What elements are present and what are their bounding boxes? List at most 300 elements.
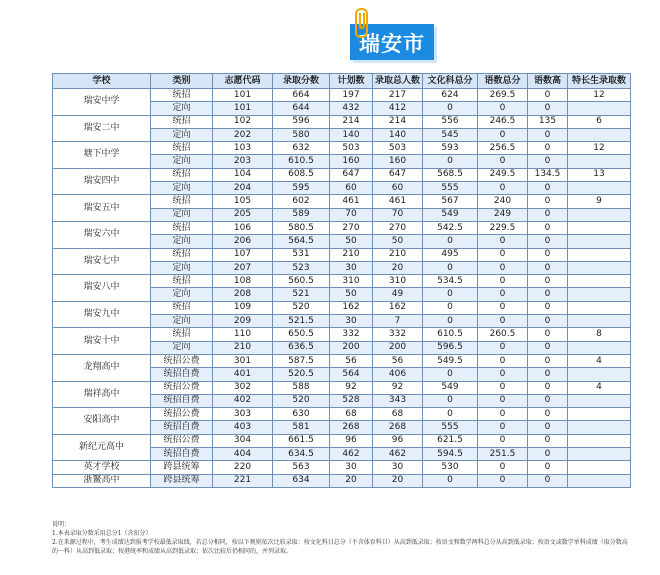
table-row xyxy=(53,434,631,447)
value-cell: 270 xyxy=(373,221,423,234)
value-cell: 0 xyxy=(423,301,478,314)
value-cell: 0 xyxy=(528,128,568,141)
value-cell: 92 xyxy=(373,381,423,394)
category-cell: 统招自费 xyxy=(151,448,213,461)
value-cell: 214 xyxy=(373,115,423,128)
value-cell: 0 xyxy=(478,341,528,354)
value-cell: 650.5 xyxy=(273,328,330,341)
value-cell: 70 xyxy=(373,208,423,221)
column-header: 语数高 xyxy=(528,74,568,89)
value-cell: 0 xyxy=(528,248,568,261)
value-cell: 503 xyxy=(330,142,373,155)
value-cell: 0 xyxy=(478,155,528,168)
value-cell: 209 xyxy=(213,315,273,328)
value-cell: 249.5 xyxy=(478,168,528,181)
value-cell: 534.5 xyxy=(423,275,478,288)
page-title: 瑞安市 xyxy=(359,32,425,56)
value-cell: 520 xyxy=(273,301,330,314)
value-cell: 140 xyxy=(330,128,373,141)
header-row xyxy=(53,74,631,89)
value-cell: 0 xyxy=(478,461,528,474)
value-cell: 108 xyxy=(213,275,273,288)
value-cell: 229.5 xyxy=(478,221,528,234)
value-cell: 303 xyxy=(213,408,273,421)
value-cell: 268 xyxy=(373,421,423,434)
note-line: 说明： xyxy=(52,521,71,528)
value-cell: 56 xyxy=(373,354,423,367)
value-cell: 0 xyxy=(528,408,568,421)
value-cell: 634.5 xyxy=(273,448,330,461)
category-cell: 定向 xyxy=(151,261,213,274)
value-cell: 105 xyxy=(213,195,273,208)
table-row xyxy=(53,142,631,155)
category-cell: 统招自费 xyxy=(151,394,213,407)
value-cell: 220 xyxy=(213,461,273,474)
table-row xyxy=(53,301,631,314)
value-cell: 0 xyxy=(478,182,528,195)
value-cell xyxy=(568,341,631,354)
school-name-cell: 龙翔高中 xyxy=(53,354,151,381)
value-cell: 0 xyxy=(478,421,528,434)
value-cell: 563 xyxy=(273,461,330,474)
value-cell: 520.5 xyxy=(273,368,330,381)
value-cell: 0 xyxy=(423,261,478,274)
column-header: 学校 xyxy=(53,74,151,89)
table-row xyxy=(53,221,631,234)
value-cell: 0 xyxy=(528,102,568,115)
category-cell: 统招 xyxy=(151,221,213,234)
value-cell: 432 xyxy=(330,102,373,115)
notes xyxy=(52,520,632,556)
value-cell: 135 xyxy=(528,115,568,128)
value-cell: 0 xyxy=(478,128,528,141)
category-cell: 定向 xyxy=(151,102,213,115)
school-name-cell: 英才学校 xyxy=(53,461,151,474)
value-cell xyxy=(568,394,631,407)
value-cell: 594.5 xyxy=(423,448,478,461)
category-cell: 统招自费 xyxy=(151,421,213,434)
value-cell: 9 xyxy=(568,195,631,208)
value-cell: 208 xyxy=(213,288,273,301)
value-cell: 0 xyxy=(528,461,568,474)
value-cell: 402 xyxy=(213,394,273,407)
value-cell xyxy=(568,408,631,421)
value-cell: 96 xyxy=(330,434,373,447)
value-cell xyxy=(568,102,631,115)
category-cell: 统招公费 xyxy=(151,354,213,367)
value-cell: 549 xyxy=(423,381,478,394)
value-cell xyxy=(568,448,631,461)
value-cell: 332 xyxy=(373,328,423,341)
value-cell: 20 xyxy=(373,474,423,487)
value-cell: 0 xyxy=(478,474,528,487)
value-cell: 0 xyxy=(528,195,568,208)
value-cell: 197 xyxy=(330,89,373,102)
value-cell: 647 xyxy=(373,168,423,181)
value-cell: 564 xyxy=(330,368,373,381)
value-cell: 521.5 xyxy=(273,315,330,328)
category-cell: 统招公费 xyxy=(151,434,213,447)
value-cell: 0 xyxy=(528,301,568,314)
category-cell: 统招 xyxy=(151,248,213,261)
value-cell: 249 xyxy=(478,208,528,221)
value-cell: 555 xyxy=(423,421,478,434)
value-cell: 301 xyxy=(213,354,273,367)
school-name-cell: 瑞安六中 xyxy=(53,221,151,248)
school-name-cell: 瑞安五中 xyxy=(53,195,151,222)
value-cell: 56 xyxy=(330,354,373,367)
value-cell: 0 xyxy=(478,248,528,261)
value-cell: 647 xyxy=(330,168,373,181)
value-cell xyxy=(568,461,631,474)
school-name-cell: 新纪元高中 xyxy=(53,434,151,461)
value-cell: 404 xyxy=(213,448,273,461)
value-cell: 610.5 xyxy=(273,155,330,168)
category-cell: 统招公费 xyxy=(151,408,213,421)
value-cell: 214 xyxy=(330,115,373,128)
value-cell: 0 xyxy=(423,102,478,115)
value-cell: 205 xyxy=(213,208,273,221)
value-cell: 0 xyxy=(528,434,568,447)
value-cell: 0 xyxy=(528,261,568,274)
table-row xyxy=(53,248,631,261)
value-cell: 160 xyxy=(373,155,423,168)
value-cell: 20 xyxy=(373,261,423,274)
value-cell: 542.5 xyxy=(423,221,478,234)
value-cell: 0 xyxy=(478,354,528,367)
value-cell: 545 xyxy=(423,128,478,141)
category-cell: 跨县统筹 xyxy=(151,461,213,474)
column-header: 录取总人数 xyxy=(373,74,423,89)
table-row xyxy=(53,168,631,181)
table-row xyxy=(53,275,631,288)
value-cell: 102 xyxy=(213,115,273,128)
value-cell: 0 xyxy=(528,182,568,195)
category-cell: 统招 xyxy=(151,195,213,208)
value-cell: 103 xyxy=(213,142,273,155)
value-cell: 461 xyxy=(330,195,373,208)
value-cell: 4 xyxy=(568,381,631,394)
column-header: 语数总分 xyxy=(478,74,528,89)
value-cell: 621.5 xyxy=(423,434,478,447)
value-cell: 200 xyxy=(330,341,373,354)
category-cell: 定向 xyxy=(151,155,213,168)
column-header: 录取分数 xyxy=(273,74,330,89)
value-cell: 580 xyxy=(273,128,330,141)
note-line: 2.在来源过程中，考生成绩达到报考学校最低录取线，若总分相同，按以下规则依次比较录取：按文化科目总分（不含体育科目）从高到低录取；按语文和数学两科总分从高到低录取；按语文或数学单科成绩（取分数高的一科）从高到低录取；按港统率和成绩从高到低录取；依次比较后仍相同的，并列录取。 xyxy=(52,539,628,555)
value-cell: 268 xyxy=(330,421,373,434)
value-cell: 664 xyxy=(273,89,330,102)
value-cell: 221 xyxy=(213,474,273,487)
value-cell xyxy=(568,288,631,301)
value-cell: 162 xyxy=(373,301,423,314)
value-cell: 240 xyxy=(478,195,528,208)
value-cell: 0 xyxy=(528,208,568,221)
value-cell: 210 xyxy=(373,248,423,261)
value-cell: 0 xyxy=(423,235,478,248)
value-cell: 0 xyxy=(478,288,528,301)
value-cell: 0 xyxy=(528,354,568,367)
table-row xyxy=(53,461,631,474)
value-cell: 0 xyxy=(478,381,528,394)
school-name-cell: 瑞安四中 xyxy=(53,168,151,195)
school-name-cell: 瑞安七中 xyxy=(53,248,151,275)
value-cell: 531 xyxy=(273,248,330,261)
value-cell: 401 xyxy=(213,368,273,381)
value-cell: 210 xyxy=(330,248,373,261)
value-cell: 588 xyxy=(273,381,330,394)
value-cell: 30 xyxy=(373,461,423,474)
value-cell: 0 xyxy=(478,368,528,381)
value-cell xyxy=(568,275,631,288)
value-cell: 0 xyxy=(423,474,478,487)
column-header: 文化科总分 xyxy=(423,74,478,89)
value-cell: 302 xyxy=(213,381,273,394)
table-row xyxy=(53,195,631,208)
value-cell: 0 xyxy=(528,221,568,234)
value-cell: 0 xyxy=(423,408,478,421)
value-cell: 4 xyxy=(568,354,631,367)
admission-score-table xyxy=(52,73,631,488)
category-cell: 统招 xyxy=(151,275,213,288)
category-cell: 定向 xyxy=(151,341,213,354)
value-cell: 556 xyxy=(423,115,478,128)
value-cell: 269.5 xyxy=(478,89,528,102)
value-cell: 30 xyxy=(330,315,373,328)
value-cell: 68 xyxy=(373,408,423,421)
value-cell: 134.5 xyxy=(528,168,568,181)
value-cell: 0 xyxy=(423,155,478,168)
value-cell: 92 xyxy=(330,381,373,394)
value-cell xyxy=(568,182,631,195)
value-cell: 632 xyxy=(273,142,330,155)
category-cell: 定向 xyxy=(151,235,213,248)
category-cell: 跨县统筹 xyxy=(151,474,213,487)
value-cell: 0 xyxy=(423,394,478,407)
category-cell: 统招 xyxy=(151,168,213,181)
value-cell: 251.5 xyxy=(478,448,528,461)
value-cell: 110 xyxy=(213,328,273,341)
value-cell xyxy=(568,208,631,221)
value-cell: 70 xyxy=(330,208,373,221)
value-cell: 530 xyxy=(423,461,478,474)
note-line: 1.本表录取分数采用总分1（含扣分） xyxy=(52,530,152,537)
category-cell: 统招 xyxy=(151,89,213,102)
value-cell: 403 xyxy=(213,421,273,434)
value-cell: 50 xyxy=(330,288,373,301)
value-cell: 0 xyxy=(528,275,568,288)
value-cell: 304 xyxy=(213,434,273,447)
value-cell: 595 xyxy=(273,182,330,195)
value-cell: 96 xyxy=(373,434,423,447)
value-cell: 0 xyxy=(478,235,528,248)
table-body xyxy=(53,89,631,488)
value-cell: 0 xyxy=(478,261,528,274)
value-cell: 461 xyxy=(373,195,423,208)
value-cell: 106 xyxy=(213,221,273,234)
value-cell: 101 xyxy=(213,102,273,115)
value-cell xyxy=(568,128,631,141)
value-cell xyxy=(568,301,631,314)
value-cell: 0 xyxy=(528,235,568,248)
value-cell: 207 xyxy=(213,261,273,274)
school-name-cell: 浙鳌高中 xyxy=(53,474,151,487)
value-cell: 0 xyxy=(528,155,568,168)
school-name-cell: 塘下中学 xyxy=(53,142,151,169)
value-cell: 521 xyxy=(273,288,330,301)
value-cell: 256.5 xyxy=(478,142,528,155)
school-name-cell: 瑞安二中 xyxy=(53,115,151,142)
table-row xyxy=(53,354,631,367)
value-cell: 140 xyxy=(373,128,423,141)
school-name-cell: 瑞安中学 xyxy=(53,89,151,116)
value-cell: 549.5 xyxy=(423,354,478,367)
value-cell: 630 xyxy=(273,408,330,421)
value-cell: 310 xyxy=(373,275,423,288)
value-cell xyxy=(568,434,631,447)
column-header: 计划数 xyxy=(330,74,373,89)
value-cell: 634 xyxy=(273,474,330,487)
value-cell: 593 xyxy=(423,142,478,155)
value-cell: 596 xyxy=(273,115,330,128)
value-cell: 0 xyxy=(528,394,568,407)
value-cell: 0 xyxy=(478,394,528,407)
value-cell xyxy=(568,261,631,274)
value-cell: 60 xyxy=(373,182,423,195)
value-cell: 8 xyxy=(568,328,631,341)
category-cell: 统招自费 xyxy=(151,368,213,381)
value-cell: 68 xyxy=(330,408,373,421)
value-cell: 555 xyxy=(423,182,478,195)
value-cell: 217 xyxy=(373,89,423,102)
column-header: 特长生录取数 xyxy=(568,74,631,89)
category-cell: 定向 xyxy=(151,128,213,141)
school-name-cell: 瑞祥高中 xyxy=(53,381,151,408)
value-cell: 523 xyxy=(273,261,330,274)
value-cell: 661.5 xyxy=(273,434,330,447)
value-cell: 60 xyxy=(330,182,373,195)
value-cell: 0 xyxy=(528,421,568,434)
value-cell: 210 xyxy=(213,341,273,354)
value-cell: 0 xyxy=(528,288,568,301)
school-name-cell: 瑞安八中 xyxy=(53,275,151,302)
paperclip-icon xyxy=(355,8,368,38)
value-cell: 0 xyxy=(528,315,568,328)
value-cell: 549 xyxy=(423,208,478,221)
school-name-cell: 瑞安九中 xyxy=(53,301,151,328)
value-cell: 246.5 xyxy=(478,115,528,128)
table-row xyxy=(53,115,631,128)
category-cell: 定向 xyxy=(151,208,213,221)
value-cell xyxy=(568,248,631,261)
value-cell: 636.5 xyxy=(273,341,330,354)
value-cell: 0 xyxy=(528,381,568,394)
value-cell: 310 xyxy=(330,275,373,288)
value-cell: 610.5 xyxy=(423,328,478,341)
value-cell: 412 xyxy=(373,102,423,115)
value-cell: 12 xyxy=(568,89,631,102)
category-cell: 统招 xyxy=(151,142,213,155)
value-cell: 568.5 xyxy=(423,168,478,181)
value-cell: 0 xyxy=(528,474,568,487)
table-row xyxy=(53,474,631,487)
value-cell: 581 xyxy=(273,421,330,434)
value-cell: 0 xyxy=(423,368,478,381)
value-cell: 528 xyxy=(330,394,373,407)
value-cell: 587.5 xyxy=(273,354,330,367)
value-cell: 343 xyxy=(373,394,423,407)
value-cell: 644 xyxy=(273,102,330,115)
value-cell: 202 xyxy=(213,128,273,141)
title-banner xyxy=(350,14,434,66)
value-cell: 50 xyxy=(330,235,373,248)
value-cell: 608.5 xyxy=(273,168,330,181)
category-cell: 统招 xyxy=(151,328,213,341)
value-cell: 203 xyxy=(213,155,273,168)
value-cell: 101 xyxy=(213,89,273,102)
category-cell: 统招 xyxy=(151,115,213,128)
value-cell: 162 xyxy=(330,301,373,314)
value-cell: 0 xyxy=(478,102,528,115)
category-cell: 定向 xyxy=(151,315,213,328)
school-name-cell: 安阳高中 xyxy=(53,408,151,435)
value-cell: 406 xyxy=(373,368,423,381)
table-row xyxy=(53,381,631,394)
category-cell: 定向 xyxy=(151,182,213,195)
value-cell: 560.5 xyxy=(273,275,330,288)
value-cell xyxy=(568,221,631,234)
value-cell: 0 xyxy=(478,434,528,447)
value-cell: 6 xyxy=(568,115,631,128)
value-cell: 13 xyxy=(568,168,631,181)
value-cell: 602 xyxy=(273,195,330,208)
value-cell: 332 xyxy=(330,328,373,341)
value-cell: 200 xyxy=(373,341,423,354)
value-cell: 50 xyxy=(373,235,423,248)
value-cell: 0 xyxy=(423,288,478,301)
value-cell: 589 xyxy=(273,208,330,221)
category-cell: 定向 xyxy=(151,288,213,301)
column-header: 志愿代码 xyxy=(213,74,273,89)
value-cell: 0 xyxy=(478,301,528,314)
value-cell: 0 xyxy=(528,328,568,341)
value-cell: 0 xyxy=(528,448,568,461)
value-cell: 0 xyxy=(478,315,528,328)
value-cell: 20 xyxy=(330,474,373,487)
value-cell: 7 xyxy=(373,315,423,328)
value-cell xyxy=(568,474,631,487)
value-cell: 206 xyxy=(213,235,273,248)
value-cell: 462 xyxy=(373,448,423,461)
value-cell: 270 xyxy=(330,221,373,234)
value-cell: 596.5 xyxy=(423,341,478,354)
value-cell: 30 xyxy=(330,461,373,474)
value-cell: 0 xyxy=(478,275,528,288)
value-cell: 0 xyxy=(478,408,528,421)
value-cell: 503 xyxy=(373,142,423,155)
value-cell: 0 xyxy=(528,341,568,354)
value-cell: 462 xyxy=(330,448,373,461)
value-cell xyxy=(568,421,631,434)
table-row xyxy=(53,408,631,421)
school-name-cell: 瑞安十中 xyxy=(53,328,151,355)
value-cell xyxy=(568,235,631,248)
value-cell xyxy=(568,315,631,328)
value-cell: 0 xyxy=(423,315,478,328)
value-cell: 260.5 xyxy=(478,328,528,341)
value-cell: 30 xyxy=(330,261,373,274)
value-cell: 567 xyxy=(423,195,478,208)
